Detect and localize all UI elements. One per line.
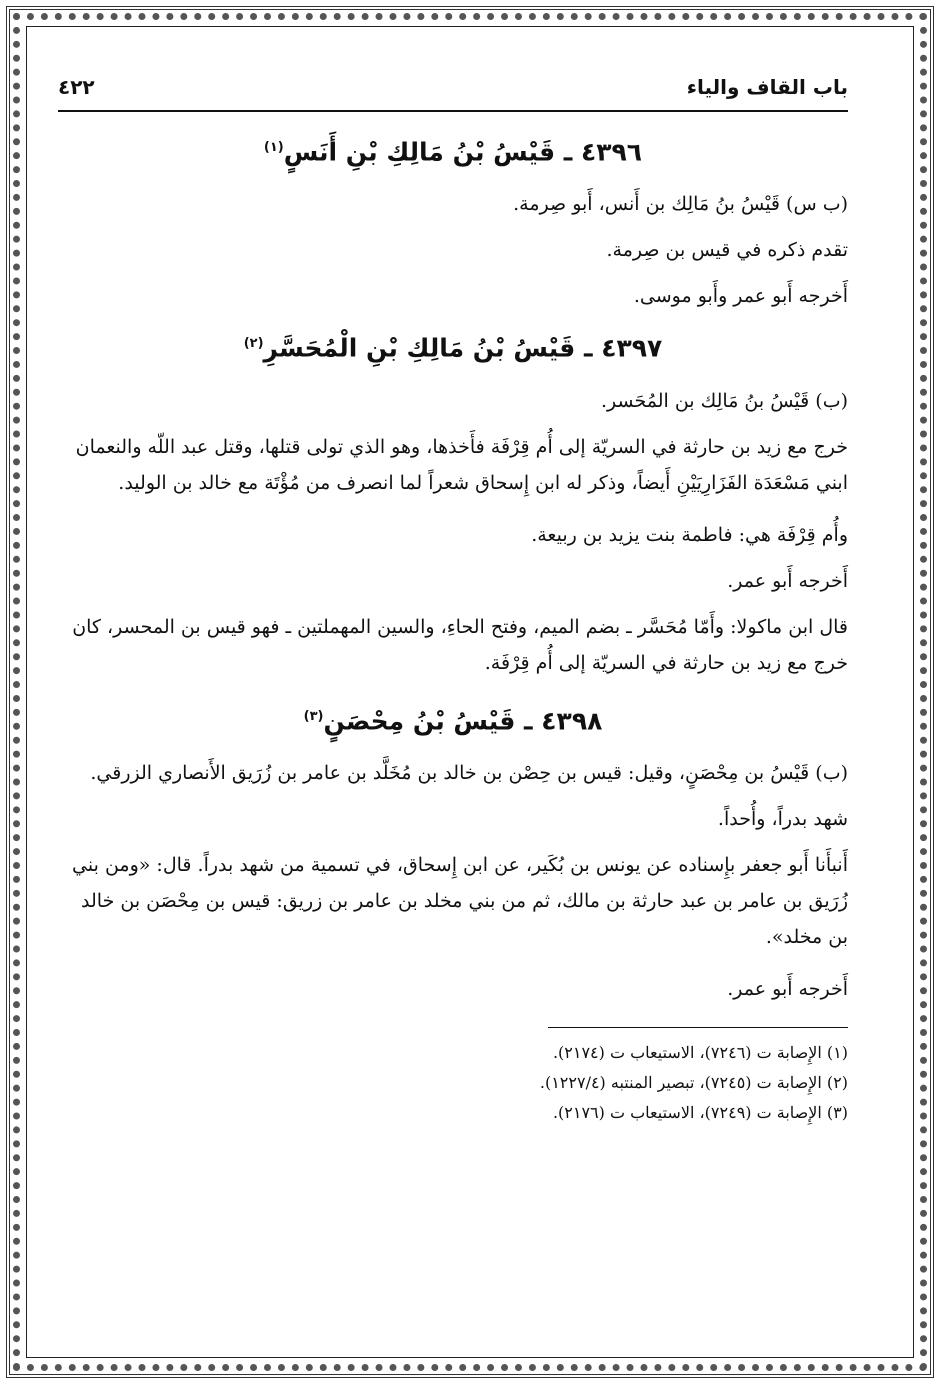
entry-paragraph: تقدم ذكره في قيس بن صِرمة. (606, 239, 848, 262)
entry-paragraph: قال ابن ماكولا: وأَمّا مُحَسَّر ـ بضم الميم، وفتح الحاءِ، والسين المهملتين ـ فهو قيس بن المحسر، كان خرج مع زيد بن حارثة في السريّة إلى أُم قِرْفَة. (72, 615, 848, 674)
footnote-separator (548, 1027, 848, 1028)
entry-paragraph: خرج مع زيد بن حارثة في السريّة إلى أُم قِرْفَة فأَخذها، وهو الذي تولى قتلها، وقتل عبد اللّه والنعمان ابني مَسْعَدَة الفَزَارِيَيْنِ أَيضاً، وذكر له ابن إِسحاق شعراً لما انصرف من مُؤْتَة مع خالد بن الوليد. (75, 435, 848, 494)
entry-paragraph: أَخرجه أَبو عمر وأَبو موسى. (633, 285, 848, 308)
entry-title: ٤٣٩٦ ـ قَيْسُ بْنُ مَالِكِ بْنِ أَنَسٍ$^{(١)}$ (263, 137, 643, 167)
running-header (58, 70, 848, 104)
footnote: (٢) الإِصابة ت (٧٢٤٥)، تبصير المنتبه (١٢٢٧/٤). (539, 1072, 848, 1092)
footnote-ref: (٣) (303, 708, 324, 724)
entry-title: ٤٣٩٨ ـ قَيْسُ بْنُ مِحْصَنٍ$^{(٣)}$ (303, 705, 603, 735)
entry-paragraph: أَخرجه أَبو عمر. (727, 977, 848, 1000)
footnotes (58, 1038, 848, 1128)
page-content (58, 120, 848, 1128)
page-number: ٤٢٢ (58, 75, 95, 99)
entry-paragraph: (ب س) قَيْسُ بنُ مَالِك بن أَنس، أَبو صِرمة. (513, 193, 848, 216)
entry-paragraph: وأُم قِرْفَة هي: فاطمة بنت يزيد بن ربيعة. (531, 523, 848, 546)
entry-paragraph: (ب) قَيْسُ بن مِحْصَنٍ، وقيل: قيس بن حِصْن بن خالد بن مُخَلَّد بن عامر بن زُرَيق الأَنصاري الزرقي. (90, 761, 848, 784)
footnote: (١) الإِصابة ت (٧٢٤٦)، الاستيعاب ت (٢١٧٤). (552, 1042, 848, 1062)
footnote: (٣) الإِصابة ت (٧٢٤٩)، الاستيعاب ت (٢١٧٦). (552, 1102, 848, 1122)
header-rule (58, 110, 848, 112)
book-page (58, 58, 848, 1348)
entry-paragraph: (ب) قَيْسُ بنُ مَالِك بن المُحَسر. (600, 389, 848, 412)
entry-4398 (58, 697, 848, 1007)
entry-4397 (58, 324, 848, 680)
entry-title: ٤٣٩٧ ـ قَيْسُ بْنُ مَالِكِ بْنِ الْمُحَسَّرِ$^{(٢)}$ (243, 333, 663, 363)
entry-paragraph: أَخرجه أَبو عمر. (727, 569, 848, 592)
entry-4396 (58, 128, 848, 314)
footnote-ref: (٢) (243, 336, 264, 352)
entry-paragraph: أَنبأَنا أَبو جعفر بإِسناده عن يونس بن بُكَير، عن ابن إِسحاق، في تسمية من شهد بدراً. قال: «ومن بني زُرَيق بن عامر بن عبد حارثة بن مالك، ثم من بني مخلد بن عامر بن زريق: قيس بن مِحْصَن بن خالد بن مخلد». (72, 853, 848, 948)
entry-paragraph: شهد بدراً، وأُحداً. (717, 807, 848, 830)
footnote-ref: (١) (263, 140, 284, 155)
chapter-title: باب القاف والياء (686, 75, 848, 99)
